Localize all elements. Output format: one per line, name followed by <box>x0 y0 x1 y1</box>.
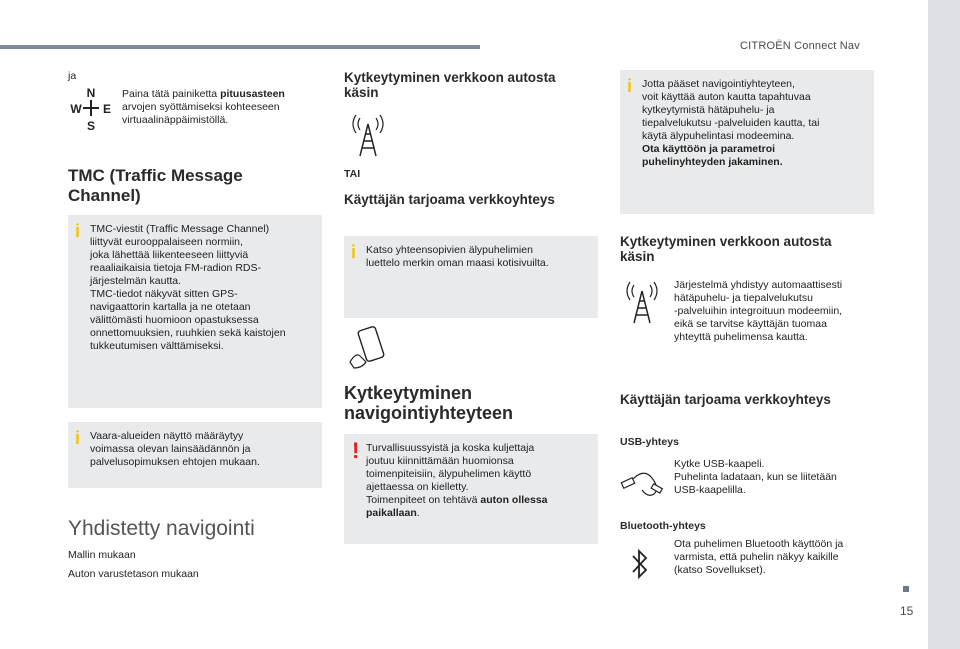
header-title: CITROËN Connect Nav <box>740 40 860 52</box>
warn-text-end: . <box>416 507 420 519</box>
antenna-icon <box>350 114 386 158</box>
info-icon: i <box>351 242 357 262</box>
compass-text-bold: pituusasteen <box>220 88 285 100</box>
compass-text-pre: Paina tätä painiketta <box>122 88 221 100</box>
col2-title-nav-connection <box>344 383 513 423</box>
tethering-info-box <box>620 70 874 214</box>
line-trim: Auton varustetason mukaan <box>68 568 199 580</box>
col2-title-connect-car <box>344 70 556 100</box>
usb-label: USB-yhteys <box>620 436 679 448</box>
smartphone-icon <box>346 322 392 370</box>
usb-text: Kytke USB-kaapeli. Puhelinta ladataan, kun se liitetään USB-kaapelilla. <box>674 458 837 496</box>
col2-title1-line1: Kytkeytyminen verkkoon autosta <box>344 70 556 85</box>
compass-e: E <box>102 102 112 116</box>
auto-connect-text: Järjestelmä yhdistyy automaattisesti hätäpuhelu- ja tiepalvelukutsu -palveluihin integroituun modeemiin, eikä se tarvitse käyttäjän tuomaa yhteyttä puhelimensa kautta. <box>674 279 843 343</box>
page-side-tab <box>928 0 960 649</box>
bluetooth-text: Ota puhelimen Bluetooth käyttöön ja varmista, että puhelin näkyy kaikille (katso Sovellukset). <box>674 538 844 576</box>
bluetooth-label: Bluetooth-yhteys <box>620 520 706 532</box>
compass-s: S <box>86 119 96 133</box>
info-icon: i <box>75 221 81 241</box>
tai-text: TAI <box>344 168 361 180</box>
hazard-info-text: Vaara-alueiden näyttö määräytyy voimassa olevan lainsäädännön ja palvelusopimuksen ehtojen mukaan. <box>90 430 260 468</box>
compass-n: N <box>86 86 96 100</box>
tethering-info-plain: Jotta pääset navigointiyhteyteen, voit käyttää auton kautta tapahtuvaa kytkeytymistä hätäpuhelu- ja tiepalvelukutsu -palveluiden kautta, tai käytä älypuhelintasi modeemina. <box>642 78 820 142</box>
tmc-title-line1: TMC (Traffic Message <box>68 166 243 185</box>
line-model: Mallin mukaan <box>68 549 136 561</box>
info-icon: i <box>627 76 633 96</box>
section-end-marker <box>903 586 909 592</box>
compass-icon <box>68 84 114 134</box>
warn-text-bold1: auton ollessa <box>480 494 548 506</box>
info-icon: i <box>75 428 81 448</box>
col2-title1-line2: käsin <box>344 85 379 100</box>
col2-title3-line2: navigointiyhteyteen <box>344 403 514 423</box>
tethering-info-text <box>642 78 870 169</box>
col2-title3-line1: Kytkeytyminen <box>344 383 473 403</box>
ja-text: ja <box>68 70 77 82</box>
page-number: 15 <box>900 604 914 618</box>
col3-title-connect-car <box>620 234 832 264</box>
warning-icon: ! <box>352 438 360 463</box>
compass-text-post: arvojen syöttämiseksi kohteeseen virtuaalinäppäimistöllä. <box>122 101 280 126</box>
col3-title-user-network: Käyttäjän tarjoama verkkoyhteys <box>620 392 831 407</box>
tmc-title <box>68 166 243 206</box>
tmc-info-text: TMC-viestit (Traffic Message Channel) liittyvät eurooppalaiseen normiin, joka lähettää liikenteeseen liittyviä reaaliaikaisia tietoja FM-radion RDS- järjestelmän kautta. TMC-tiedot näkyvät sitten GPS- navigaattorin kartalla ja ne otetaan välittömästi huomioon opastuksessa onnettomuuksien, ruuhkien sekä kaistojen tukkeutumisen välttämiseksi. <box>90 223 286 352</box>
antenna-icon <box>624 281 660 325</box>
compass-w: W <box>70 102 82 116</box>
tmc-title-line2: Channel) <box>68 186 141 205</box>
connected-nav-title: Yhdistetty navigointi <box>68 517 255 540</box>
hazard-info-box <box>68 422 322 488</box>
header-rule <box>0 45 480 49</box>
warn-text-pre: Turvallisuussyistä ja koska kuljettaja joutuu kiinnittämään huomionsa toimenpiteisiin, älypuhelimen käyttö ajettaessa on kielletty. Toimenpiteet on tehtävä <box>366 442 535 506</box>
phones-info-text: Katso yhteensopivien älypuhelimien luettelo merkin oman maasi kotisivuilta. <box>366 244 549 269</box>
tmc-info-box <box>68 215 322 408</box>
col3-title1-line1: Kytkeytyminen verkkoon autosta <box>620 234 832 249</box>
bluetooth-icon <box>628 546 652 582</box>
compass-description <box>122 88 322 127</box>
safety-warning-box <box>344 434 598 544</box>
warn-text-bold2: paikallaan <box>366 507 417 519</box>
usb-cable-icon <box>620 464 666 500</box>
phones-info-box <box>344 236 598 318</box>
tethering-info-bold: Ota käyttöön ja parametroi puhelinyhteyden jakaminen. <box>642 143 783 168</box>
col3-title1-line2: käsin <box>620 249 655 264</box>
safety-warning-text <box>366 442 594 520</box>
col2-title-user-network: Käyttäjän tarjoama verkkoyhteys <box>344 192 555 207</box>
